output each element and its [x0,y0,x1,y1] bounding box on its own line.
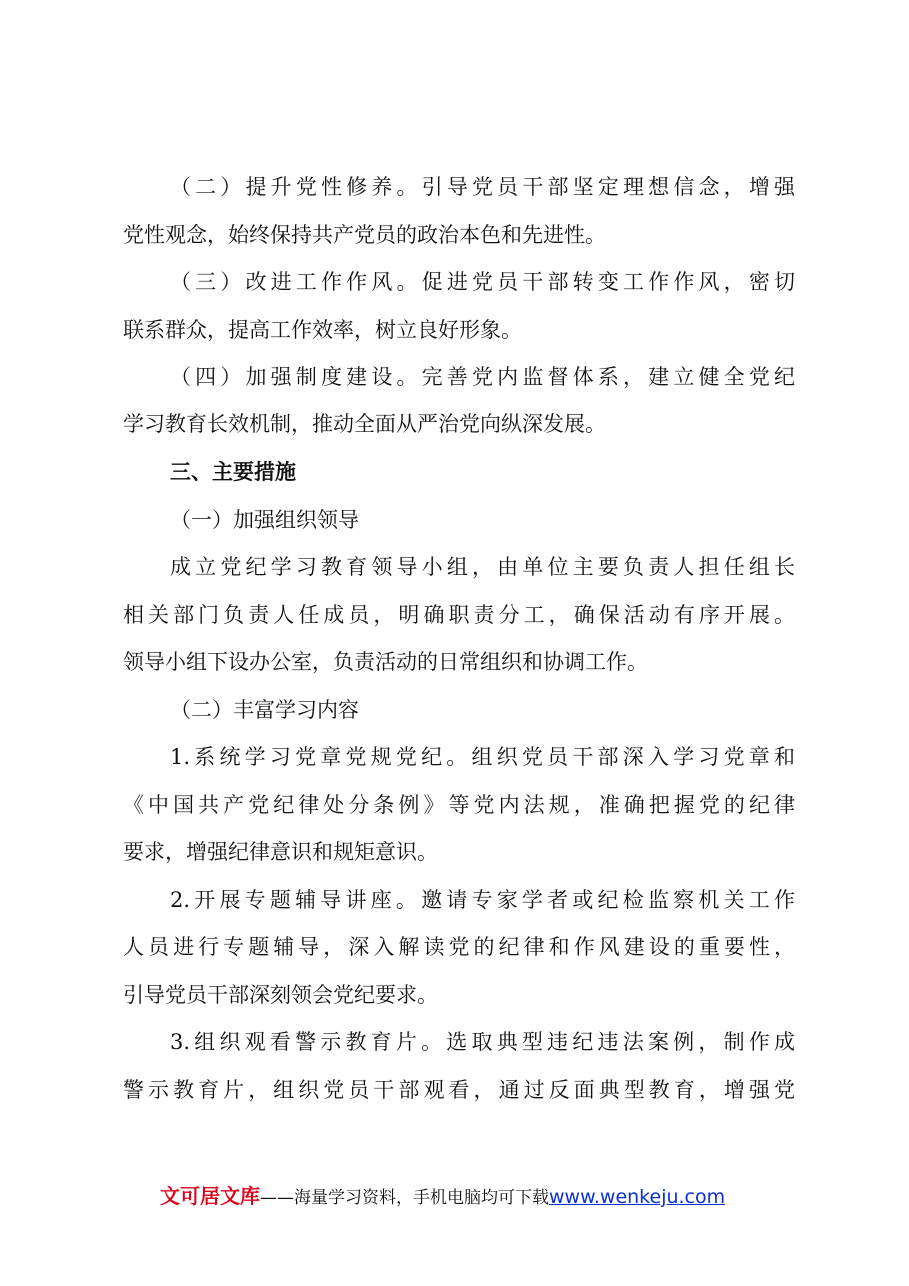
paragraph-line: （二）提升党性修养。引导党员干部坚定理想信念，增强 [170,175,795,199]
paragraph-line: （四）加强制度建设。完善党内监督体系，建立健全党纪 [170,365,795,389]
paragraph-line: （三）改进工作作风。促进党员干部转变工作作风，密切 [170,270,795,294]
footer-link[interactable]: www.wenkeju.com [549,1186,726,1208]
paragraph-line: 联系群众，提高工作效率，树立良好形象。 [123,318,522,342]
paragraph-line: 警示教育片，组织党员干部观看，通过反面典型教育，增强党 [123,1078,795,1102]
paragraph-line: 3.组织观看警示教育片。选取典型违纪违法案例，制作成 [170,1030,795,1054]
paragraph-line: 领导小组下设办公室，负责活动的日常组织和协调工作。 [123,650,648,674]
subsection-heading: （二）丰富学习内容 [170,698,359,722]
paragraph-line: 党性观念，始终保持共产党员的政治本色和先进性。 [123,223,606,247]
footer-tagline: ——海量学习资料，手机电脑均可下载 [260,1188,549,1208]
footer-banner [160,1184,725,1210]
subsection-heading: （一）加强组织领导 [170,508,359,532]
paragraph-line: 人员进行专题辅导，深入解读党的纪律和作风建设的重要性， [123,935,795,959]
paragraph-line: 成立党纪学习教育领导小组，由单位主要负责人担任组长 [170,555,795,579]
paragraph-line: 1.系统学习党章党规党纪。组织党员干部深入学习党章和 [170,745,795,769]
footer-brand: 文可居文库 [160,1184,260,1208]
section-heading: 三、主要措施 [170,460,296,484]
paragraph-line: 学习教育长效机制，推动全面从严治党向纵深发展。 [123,412,606,436]
paragraph-line: 引导党员干部深刻领会党纪要求。 [123,983,438,1007]
paragraph-line: 2.开展专题辅导讲座。邀请专家学者或纪检监察机关工作 [170,888,795,912]
paragraph-line: 要求，增强纪律意识和规矩意识。 [123,840,438,864]
paragraph-line: 相关部门负责人任成员，明确职责分工，确保活动有序开展。 [123,603,795,627]
paragraph-line: 《中国共产党纪律处分条例》等党内法规，准确把握党的纪律 [123,793,795,817]
